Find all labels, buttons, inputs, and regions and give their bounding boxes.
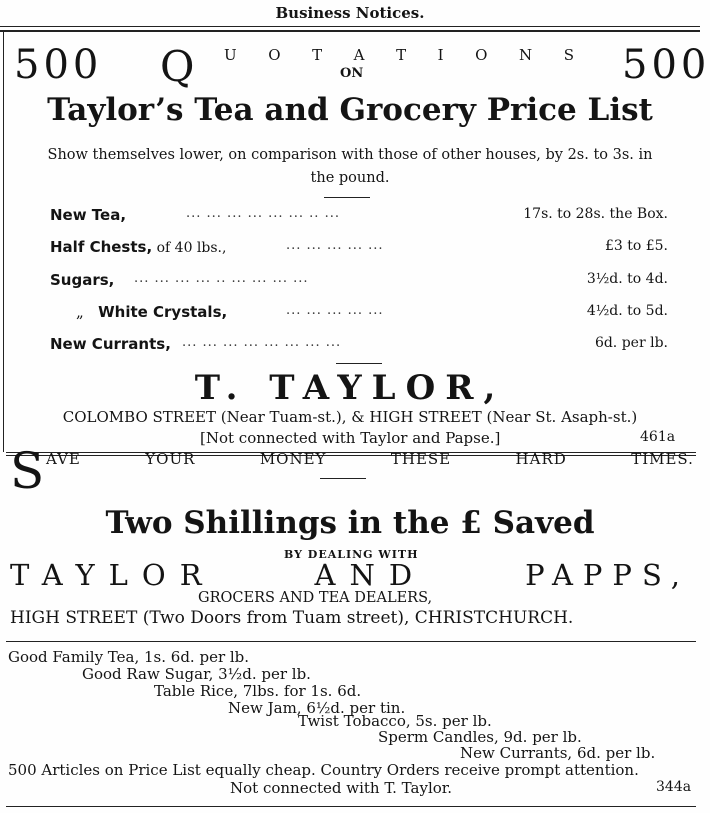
letter: T: [396, 46, 407, 64]
header-rule-top: [0, 26, 700, 27]
ad2-list-item: New Jam, 6½d. per tin.: [228, 699, 406, 717]
ad1-right-500: 500: [622, 42, 710, 88]
price-value: 6d. per lb.: [594, 335, 668, 351]
price-row: [0, 335, 700, 357]
word: YOUR: [145, 450, 196, 468]
ad1-quotations-letters: [224, 46, 574, 64]
word: TIMES.: [631, 450, 694, 468]
ad1-not-connected: [Not connected with Taylor and Papse.]: [200, 429, 501, 447]
price-value: £3 to £5.: [604, 238, 668, 254]
letter: U: [224, 46, 237, 64]
ad2-by-dealing-with: BY DEALING WITH: [284, 548, 419, 561]
ad1-short-rule-1: [324, 197, 370, 198]
price-row: [0, 303, 700, 325]
letter: O: [475, 46, 488, 64]
firm-word: PAPPS,: [525, 558, 690, 592]
ad2-save-money-line: [46, 450, 694, 468]
letter: O: [268, 46, 281, 64]
price-item: New Tea,: [50, 206, 127, 224]
word: MONEY: [259, 450, 327, 468]
ad2-footer-line2: Not connected with T. Taylor.: [230, 779, 453, 797]
letter: A: [353, 46, 365, 64]
ad2-firm-name: [10, 558, 690, 592]
price-value: 17s. to 28s. the Box.: [523, 206, 668, 222]
price-dots: ... ... ... ... ... ... ... ...: [182, 335, 342, 350]
header-rule-bottom: [0, 30, 700, 32]
ad2-list-item: Sperm Candles, 9d. per lb.: [378, 728, 582, 746]
ad1-q-letter: Q: [160, 42, 195, 91]
ad2-s-initial: S: [10, 442, 45, 500]
letter: S: [563, 46, 574, 64]
ad1-firm-name: T. TAYLOR,: [194, 368, 506, 408]
price-item: „ White Crystals,: [76, 303, 228, 321]
price-item: Half Chests, of 40 lbs.,: [50, 238, 227, 256]
page-bottom-rule: [6, 806, 696, 807]
price-row: [0, 238, 700, 260]
ad2-list-item: Good Family Tea, 1s. 6d. per lb.: [8, 648, 250, 666]
ad1-left-500: 500: [14, 42, 103, 88]
ad1-subtitle-line2: the pound.: [310, 170, 390, 186]
word: AVE: [46, 450, 81, 468]
price-dots: ... ... ... ... .. ... ... ... ...: [134, 271, 309, 286]
ad1-short-rule-2: [336, 363, 382, 364]
word: HARD: [515, 450, 567, 468]
ad2-list-item: New Currants, 6d. per lb.: [460, 744, 656, 762]
price-item: Sugars,: [50, 271, 115, 289]
price-dots: ... ... ... ... ...: [286, 303, 384, 318]
price-dots: ... ... ... ... ...: [286, 238, 384, 253]
firm-word: AND: [314, 558, 427, 592]
ad2-short-rule-1: [320, 478, 366, 479]
letter: T: [312, 46, 323, 64]
letter: I: [437, 46, 444, 64]
ad2-ref-number: 344a: [656, 779, 692, 795]
ad2-inner-rule: [6, 641, 696, 642]
price-value: 3½d. to 4d.: [586, 271, 668, 287]
section-header: Business Notices.: [275, 4, 425, 22]
price-row: [0, 206, 700, 228]
ad1-address: COLOMBO STREET (Near Tuam-st.), & HIGH STREET (Near St. Asaph-st.): [62, 408, 638, 426]
ad2-list-item: Good Raw Sugar, 3½d. per lb.: [82, 665, 311, 683]
word: THESE: [390, 450, 452, 468]
ad2-title: Two Shillings in the £ Saved: [105, 505, 595, 541]
ad1-subtitle-line1: Show themselves lower, on comparison with those of other houses, by 2s. to 3s. in: [47, 147, 653, 163]
ad2-high-street: HIGH STREET (Two Doors from Tuam street), CHRISTCHURCH.: [10, 608, 574, 628]
price-row: [0, 271, 700, 293]
price-value: 4½d. to 5d.: [586, 303, 668, 319]
ad2-list-item: Twist Tobacco, 5s. per lb.: [298, 712, 492, 730]
ad1-on: ON: [340, 66, 364, 81]
ad2-footer-line1: 500 Articles on Price List equally cheap. Country Orders receive prompt attention.: [8, 761, 639, 779]
ad2-grocers: GROCERS AND TEA DEALERS,: [198, 590, 433, 606]
price-dots: ... ... ... ... ... ... .. ...: [186, 206, 340, 221]
price-item: New Currants,: [50, 335, 171, 353]
ad1-title: Taylor’s Tea and Grocery Price List: [47, 92, 653, 128]
ad1-ref-number: 461a: [640, 429, 676, 445]
letter: N: [519, 46, 533, 64]
firm-word: TAYLOR: [10, 558, 216, 592]
ad2-list-item: Table Rice, 7lbs. for 1s. 6d.: [154, 682, 362, 700]
